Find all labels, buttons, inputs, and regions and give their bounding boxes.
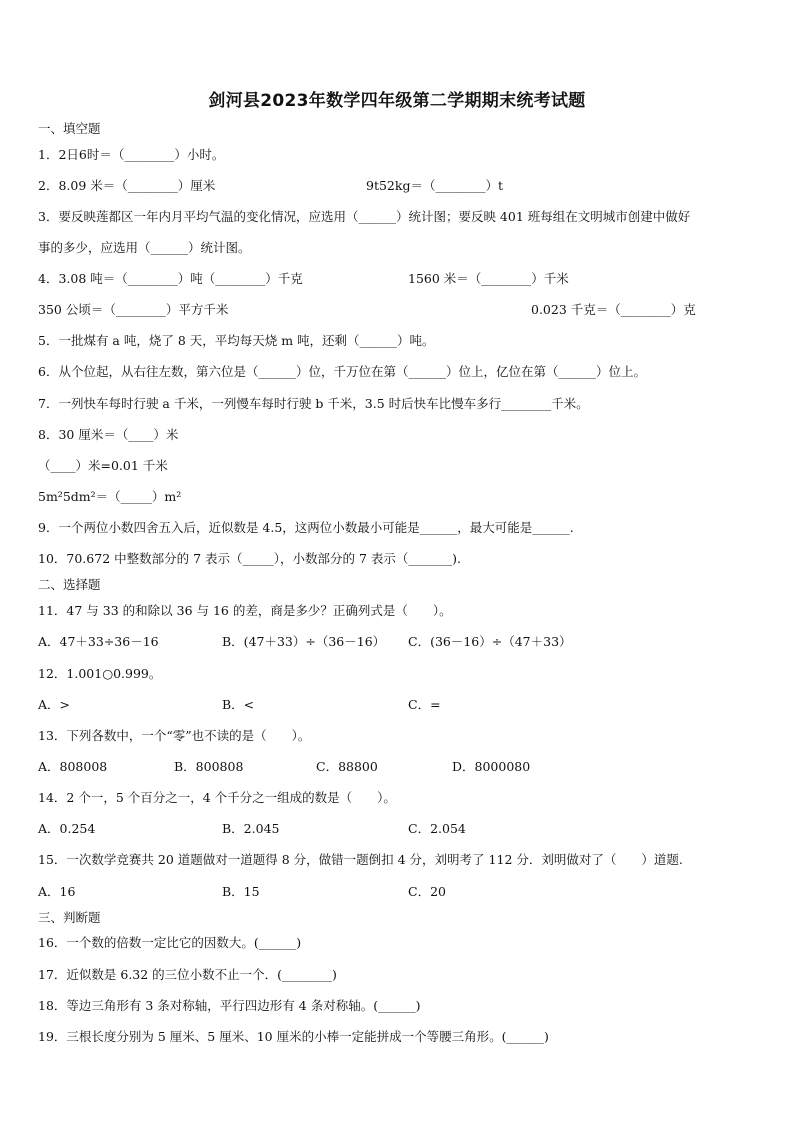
question-2a: 2．8.09 米＝（________）厘米 <box>38 178 216 193</box>
question-6: 6．从个位起，从右往左数，第六位是（______）位，千万位在第（______）位上，亿位在第（______）位上。 <box>38 364 646 379</box>
section-multiple-choice: 二、选择题 <box>38 577 101 592</box>
question-13: 13．下列各数中，一个“零”也不读的是（ ）。 <box>38 728 311 743</box>
question-8a: 8．30 厘米＝（____）米 <box>38 427 179 442</box>
question-4d: 0.023 千克＝（________）克 <box>531 302 696 317</box>
question-12-option-a: A．> <box>38 697 71 712</box>
question-3-line2: 事的多少，应选用（______）统计图。 <box>38 240 251 255</box>
question-12-option-b: B．< <box>222 697 255 712</box>
section-fill-blank: 一、填空题 <box>38 121 101 136</box>
question-11: 11．47 与 33 的和除以 36 与 16 的差，商是多少？正确列式是（ ）。 <box>38 603 452 618</box>
question-5: 5．一批煤有 a 吨，烧了 8 天，平均每天烧 m 吨，还剩（______）吨。 <box>38 333 435 348</box>
page-title: 剑河县2023年数学四年级第二学期期末统考试题 <box>208 91 586 111</box>
question-12: 12．1.001○0.999。 <box>38 666 162 681</box>
question-10: 10．70.672 中整数部分的 7 表示（_____），小数部分的 7 表示（_______). <box>38 551 462 566</box>
question-13-option-a: A．808008 <box>38 759 108 774</box>
question-4c: 350 公顷＝（________）平方千米 <box>38 302 229 317</box>
question-13-option-c: C．88800 <box>316 759 378 774</box>
question-8c: 5m²5dm²＝（_____）m² <box>38 489 182 504</box>
question-11-option-b: B．(47＋33）÷（36－16） <box>222 634 386 649</box>
question-14: 14．2 个一，5 个百分之一，4 个千分之一组成的数是（ ）。 <box>38 790 396 805</box>
question-11-option-c: C．(36－16）÷（47＋33） <box>408 634 572 649</box>
question-14-option-b: B．2.045 <box>222 821 280 836</box>
question-16: 16．一个数的倍数一定比它的因数大。(______) <box>38 935 302 950</box>
question-14-option-a: A．0.254 <box>38 821 96 836</box>
question-15: 15．一次数学竞赛共 20 道题做对一道题得 8 分，做错一题倒扣 4 分，刘明考了 112 分．刘明做对了（ ）道题. <box>38 852 683 867</box>
question-9: 9．一个两位小数四舍五入后，近似数是 4.5，这两位小数最小可能是______，最大可能是______. <box>38 520 574 535</box>
question-1: 1．2日6时＝（________）小时。 <box>38 147 225 162</box>
question-2b: 9t52kg＝（________）t <box>366 178 503 193</box>
question-19: 19．三根长度分别为 5 厘米、5 厘米、10 厘米的小棒一定能拼成一个等腰三角形。(______) <box>38 1029 549 1044</box>
question-13-option-d: D．8000080 <box>452 759 531 774</box>
question-8b: （____）米=0.01 千米 <box>38 458 168 473</box>
question-15-option-a: A．16 <box>38 884 76 899</box>
question-7: 7．一列快车每时行驶 a 千米，一列慢车每时行驶 b 千米，3.5 时后快车比慢车多行________千米。 <box>38 396 589 411</box>
question-18: 18．等边三角形有 3 条对称轴，平行四边形有 4 条对称轴。(______) <box>38 998 421 1013</box>
question-4a: 4．3.08 吨＝（________）吨（________）千克 <box>38 271 303 286</box>
question-4b: 1560 米＝（________）千米 <box>408 271 569 286</box>
question-14-option-c: C．2.054 <box>408 821 466 836</box>
question-12-option-c: C．= <box>408 697 441 712</box>
section-true-false: 三、判断题 <box>38 910 101 925</box>
question-3-line1: 3．要反映莲都区一年内月平均气温的变化情况，应选用（______）统计图；要反映 401 班每组在文明城市创建中做好 <box>38 209 691 224</box>
question-15-option-c: C．20 <box>408 884 446 899</box>
question-17: 17．近似数是 6.32 的三位小数不止一个．(________) <box>38 967 337 982</box>
question-13-option-b: B．800808 <box>174 759 244 774</box>
question-11-option-a: A．47＋33÷36－16 <box>38 634 159 649</box>
question-15-option-b: B．15 <box>222 884 260 899</box>
